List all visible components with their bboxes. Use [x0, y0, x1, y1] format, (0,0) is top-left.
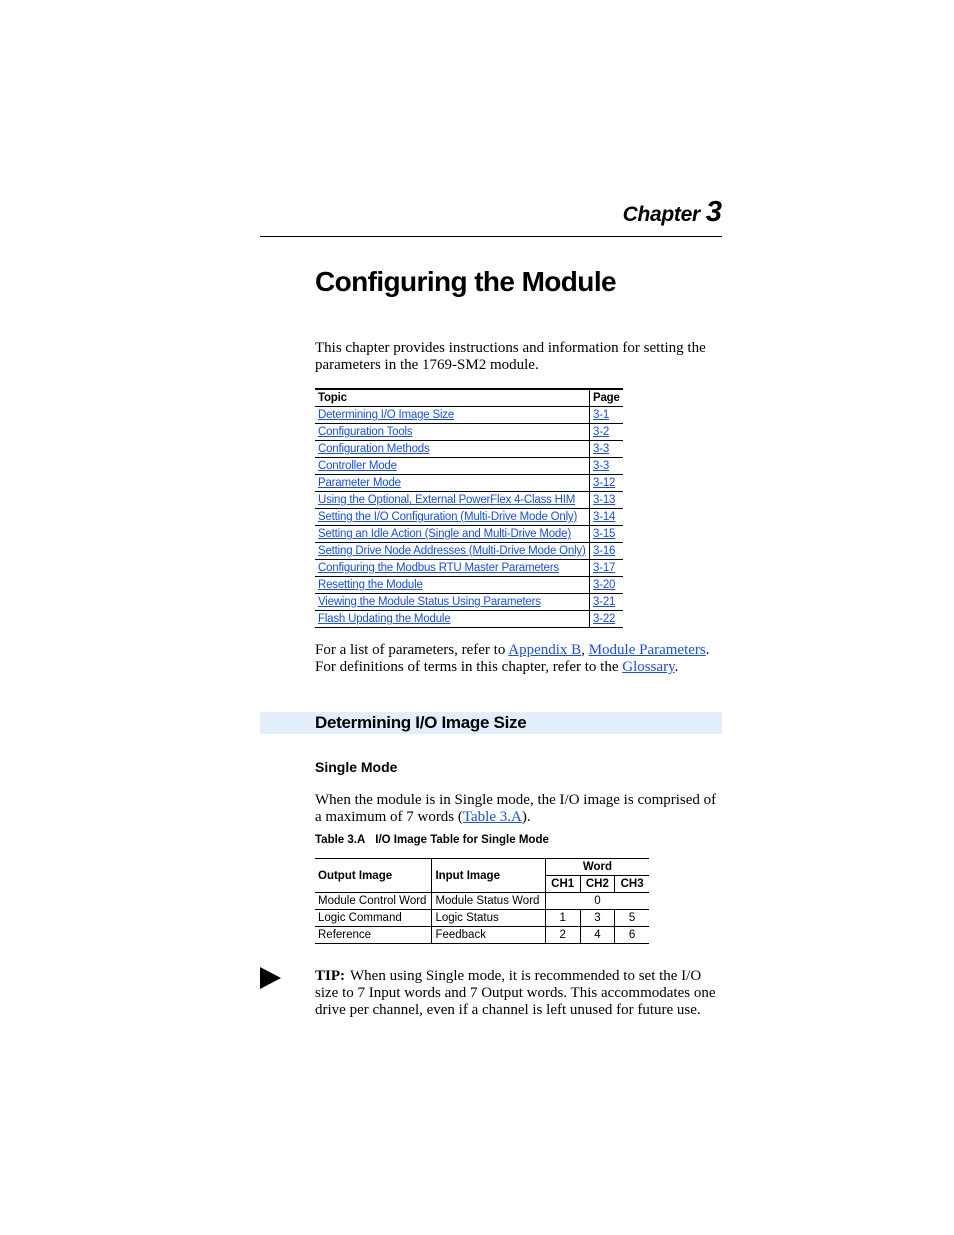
single-mode-paragraph [315, 792, 725, 826]
refer-text-3: . [674, 659, 679, 675]
page-link[interactable]: 3-1 [593, 409, 610, 421]
output-image-header: Output Image [315, 859, 432, 893]
table-row [315, 577, 623, 594]
topic-table [315, 388, 623, 628]
table-row [315, 458, 623, 475]
table-row [315, 526, 623, 543]
topic-link[interactable]: Resetting the Module [318, 579, 423, 591]
table-3a-link[interactable]: Table 3.A [462, 809, 522, 825]
topic-table-header [315, 389, 623, 407]
table-row [315, 441, 623, 458]
table-row [315, 492, 623, 509]
refer-separator: , [581, 642, 589, 658]
input-cell: Logic Status [432, 910, 545, 927]
page-header: Page [590, 389, 624, 407]
right-triangle-arrow-icon [260, 967, 281, 989]
glossary-link[interactable]: Glossary [622, 659, 675, 675]
intro-paragraph: This chapter provides instructions and information for setting the parameters in the 1769-SM2 module. [315, 340, 706, 373]
topic-link[interactable]: Using the Optional, External PowerFlex 4-Class HIM [318, 494, 576, 506]
output-cell: Logic Command [315, 910, 432, 927]
table-row [315, 594, 623, 611]
chapter-rule [260, 236, 722, 237]
table-row [315, 611, 623, 628]
page-link[interactable]: 3-22 [593, 613, 616, 625]
input-image-header: Input Image [432, 859, 545, 893]
ch3-header: CH3 [615, 876, 649, 893]
table-row [315, 509, 623, 526]
table-row [315, 475, 623, 492]
page-link[interactable]: 3-3 [593, 460, 610, 472]
refer-text-2: . For definitions of terms in this chapter, refer to the [315, 642, 710, 675]
table-row [315, 910, 649, 927]
topic-link[interactable]: Setting the I/O Configuration (Multi-Drive Mode Only) [318, 511, 578, 523]
topic-link[interactable]: Viewing the Module Status Using Parameters [318, 596, 541, 608]
input-cell: Module Status Word [432, 893, 545, 910]
table-row [315, 893, 649, 910]
ch3-cell: 5 [615, 910, 649, 927]
page-link[interactable]: 3-12 [593, 477, 616, 489]
ch3-cell: 6 [615, 927, 649, 944]
tip-paragraph [315, 968, 723, 1019]
table-row [315, 927, 649, 944]
sub-heading: Single Mode [315, 759, 398, 775]
table-row [315, 407, 623, 424]
page-link[interactable]: 3-21 [593, 596, 616, 608]
page-link[interactable]: 3-2 [593, 426, 610, 438]
ch1-cell: 2 [545, 927, 580, 944]
io-image-table [315, 858, 649, 944]
page-link[interactable]: 3-14 [593, 511, 616, 523]
io-table-header-row [315, 859, 649, 876]
word-header: Word [545, 859, 649, 876]
page-link[interactable]: 3-17 [593, 562, 616, 574]
ch1-cell: 1 [545, 910, 580, 927]
page-link[interactable]: 3-20 [593, 579, 616, 591]
table-caption-title: I/O Image Table for Single Mode [375, 834, 549, 846]
refer-paragraph [315, 642, 725, 676]
topic-link[interactable]: Configuration Methods [318, 443, 430, 455]
ch2-cell: 3 [580, 910, 615, 927]
page-title: Configuring the Module [315, 266, 616, 297]
word-cell: 0 [545, 893, 649, 910]
table-row [315, 560, 623, 577]
tip-label: TIP: [315, 968, 345, 984]
chapter-word: Chapter [622, 203, 700, 226]
topic-header: Topic [315, 389, 590, 407]
page-link[interactable]: 3-16 [593, 545, 616, 557]
topic-link[interactable]: Controller Mode [318, 460, 397, 472]
ch2-header: CH2 [580, 876, 615, 893]
page-link[interactable]: 3-15 [593, 528, 616, 540]
topic-link[interactable]: Parameter Mode [318, 477, 401, 489]
topic-link[interactable]: Flash Updating the Module [318, 613, 451, 625]
tip-text: When using Single mode, it is recommended to set the I/O size to 7 Input words and 7 Output words. This accommodates one drive per channel, even if a channel is left unused for future use. [315, 968, 716, 1018]
table-caption-id: Table 3.A [315, 834, 366, 846]
topic-link[interactable]: Setting Drive Node Addresses (Multi-Drive Mode Only) [318, 545, 586, 557]
topic-link[interactable]: Configuration Tools [318, 426, 413, 438]
page-link[interactable]: 3-13 [593, 494, 616, 506]
output-cell: Reference [315, 927, 432, 944]
appendix-b-link[interactable]: Appendix B [508, 642, 582, 658]
topic-link[interactable]: Setting an Idle Action (Single and Multi-Drive Mode) [318, 528, 571, 540]
input-cell: Feedback [432, 927, 545, 944]
chapter-label [623, 196, 722, 229]
topic-link[interactable]: Determining I/O Image Size [318, 409, 455, 421]
topic-link[interactable]: Configuring the Modbus RTU Master Parameters [318, 562, 559, 574]
table-row [315, 543, 623, 560]
table-row [315, 424, 623, 441]
section-heading: Determining I/O Image Size [315, 713, 527, 732]
ch2-cell: 4 [580, 927, 615, 944]
output-cell: Module Control Word [315, 893, 432, 910]
table-caption [315, 834, 549, 846]
single-mode-text-2: ). [521, 809, 531, 825]
page-link[interactable]: 3-3 [593, 443, 610, 455]
chapter-number: 3 [705, 196, 722, 228]
single-mode-text-1: When the module is in Single mode, the I/O image is comprised of a maximum of 7 words ( [315, 792, 717, 825]
module-parameters-link[interactable]: Module Parameters [588, 642, 706, 658]
refer-text-1: For a list of parameters, refer to [315, 642, 509, 658]
ch1-header: CH1 [545, 876, 580, 893]
